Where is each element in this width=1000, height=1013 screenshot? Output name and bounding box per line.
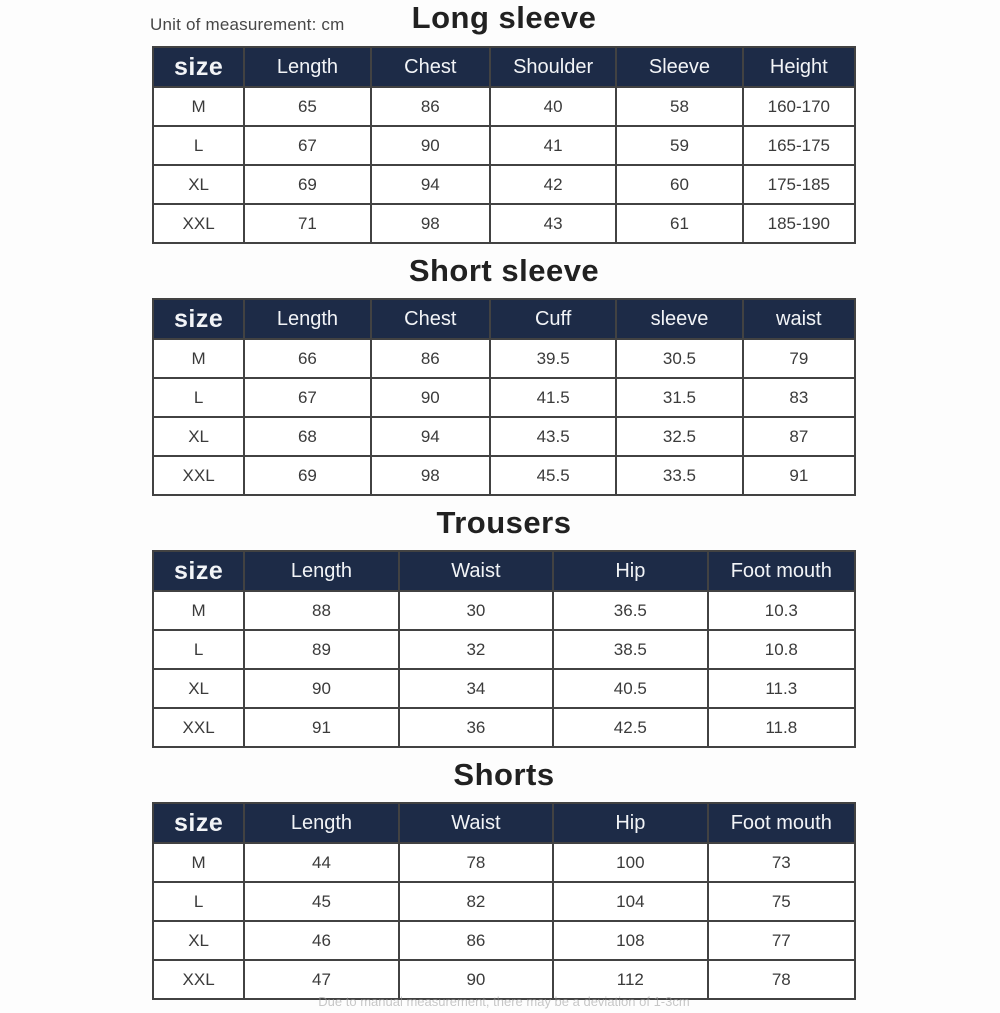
measurement-cell: 11.3 xyxy=(708,669,855,708)
table-row-l xyxy=(153,378,855,417)
measurement-cell: 112 xyxy=(553,960,707,999)
measurement-cell: 69 xyxy=(244,456,370,495)
measurement-cell: 185-190 xyxy=(743,204,855,243)
column-header-foot-mouth: Foot mouth xyxy=(708,803,855,843)
measurement-cell: 40.5 xyxy=(553,669,707,708)
size-label-cell: M xyxy=(153,87,244,126)
table-header-row xyxy=(153,803,855,843)
unit-of-measurement-note: Unit of measurement: cm xyxy=(150,15,345,34)
size-label-cell: XXL xyxy=(153,204,244,243)
measurement-cell: 108 xyxy=(553,921,707,960)
column-header-length: Length xyxy=(244,47,370,87)
column-header-chest: Chest xyxy=(371,299,490,339)
measurement-cell: 77 xyxy=(708,921,855,960)
column-header-hip: Hip xyxy=(553,803,707,843)
size-label-cell: M xyxy=(153,339,244,378)
size-label-cell: L xyxy=(153,126,244,165)
measurement-cell: 36.5 xyxy=(553,591,707,630)
measurement-cell: 58 xyxy=(616,87,742,126)
measurement-cell: 104 xyxy=(553,882,707,921)
table-row-l xyxy=(153,126,855,165)
measurement-cell: 86 xyxy=(371,87,490,126)
measurement-cell: 160-170 xyxy=(743,87,855,126)
title-band xyxy=(152,748,856,802)
size-chart-content xyxy=(152,0,856,1000)
measurement-cell: 98 xyxy=(371,204,490,243)
measurement-cell: 36 xyxy=(399,708,553,747)
measurement-cell: 44 xyxy=(244,843,398,882)
measurement-cell: 78 xyxy=(708,960,855,999)
measurement-cell: 40 xyxy=(490,87,616,126)
table-row-xxl xyxy=(153,456,855,495)
section-title-trousers: Trousers xyxy=(436,505,572,540)
measurement-cell: 90 xyxy=(371,378,490,417)
column-header-length: Length xyxy=(244,803,398,843)
measurement-cell: 86 xyxy=(399,921,553,960)
measurement-cell: 87 xyxy=(743,417,855,456)
size-label-cell: XXL xyxy=(153,960,244,999)
measurement-cell: 73 xyxy=(708,843,855,882)
measurement-cell: 91 xyxy=(743,456,855,495)
measurement-cell: 65 xyxy=(244,87,370,126)
column-header-size: size xyxy=(153,47,244,87)
measurement-cell: 43 xyxy=(490,204,616,243)
section-title-short-sleeve: Short sleeve xyxy=(408,253,600,288)
title-band xyxy=(152,244,856,298)
measurement-cell: 41.5 xyxy=(490,378,616,417)
measurement-cell: 45 xyxy=(244,882,398,921)
measurement-cell: 67 xyxy=(244,378,370,417)
size-label-cell: L xyxy=(153,378,244,417)
column-header-size: size xyxy=(153,551,244,591)
size-label-cell: M xyxy=(153,591,244,630)
measurement-cell: 60 xyxy=(616,165,742,204)
measurement-cell: 42 xyxy=(490,165,616,204)
column-header-size: size xyxy=(153,803,244,843)
measurement-cell: 42.5 xyxy=(553,708,707,747)
size-label-cell: XL xyxy=(153,165,244,204)
column-header-length: Length xyxy=(244,299,370,339)
measurement-cell: 90 xyxy=(399,960,553,999)
measurement-cell: 68 xyxy=(244,417,370,456)
measurement-cell: 86 xyxy=(371,339,490,378)
size-label-cell: XL xyxy=(153,921,244,960)
size-label-cell: L xyxy=(153,630,244,669)
table-row-m xyxy=(153,339,855,378)
measurement-cell: 32 xyxy=(399,630,553,669)
measurement-cell: 30 xyxy=(399,591,553,630)
size-label-cell: XL xyxy=(153,669,244,708)
measurement-cell: 46 xyxy=(244,921,398,960)
table-row-m xyxy=(153,87,855,126)
measurement-cell: 39.5 xyxy=(490,339,616,378)
measurement-cell: 30.5 xyxy=(616,339,742,378)
clipped-footnote-text: Due to manual measurement, there may be a deviation of 1-3cm xyxy=(318,994,690,1009)
measurement-cell: 61 xyxy=(616,204,742,243)
column-header-shoulder: Shoulder xyxy=(490,47,616,87)
table-row-m xyxy=(153,843,855,882)
section-title-shorts: Shorts xyxy=(453,757,555,792)
size-table-trousers xyxy=(152,550,856,748)
table-row-m xyxy=(153,591,855,630)
measurement-cell: 38.5 xyxy=(553,630,707,669)
measurement-cell: 69 xyxy=(244,165,370,204)
column-header-hip: Hip xyxy=(553,551,707,591)
column-header-chest: Chest xyxy=(371,47,490,87)
measurement-cell: 75 xyxy=(708,882,855,921)
measurement-cell: 31.5 xyxy=(616,378,742,417)
size-label-cell: XXL xyxy=(153,708,244,747)
column-header-length: Length xyxy=(244,551,398,591)
size-label-cell: M xyxy=(153,843,244,882)
top-header-block xyxy=(152,0,856,46)
column-header-height: Height xyxy=(743,47,855,87)
measurement-cell: 33.5 xyxy=(616,456,742,495)
measurement-cell: 34 xyxy=(399,669,553,708)
column-header-foot-mouth: Foot mouth xyxy=(708,551,855,591)
column-header-size: size xyxy=(153,299,244,339)
measurement-cell: 47 xyxy=(244,960,398,999)
tables-root xyxy=(152,46,856,1000)
size-table-long-sleeve xyxy=(152,46,856,244)
table-row-xl xyxy=(153,417,855,456)
table-row-xl xyxy=(153,921,855,960)
measurement-cell: 41 xyxy=(490,126,616,165)
measurement-cell: 10.8 xyxy=(708,630,855,669)
table-row-xl xyxy=(153,669,855,708)
measurement-cell: 66 xyxy=(244,339,370,378)
measurement-cell: 78 xyxy=(399,843,553,882)
measurement-cell: 10.3 xyxy=(708,591,855,630)
measurement-cell: 79 xyxy=(743,339,855,378)
measurement-cell: 89 xyxy=(244,630,398,669)
measurement-cell: 11.8 xyxy=(708,708,855,747)
clipped-footnote xyxy=(152,991,856,1009)
measurement-cell: 88 xyxy=(244,591,398,630)
measurement-cell: 83 xyxy=(743,378,855,417)
measurement-cell: 67 xyxy=(244,126,370,165)
table-row-xxl xyxy=(153,708,855,747)
title-band xyxy=(152,496,856,550)
size-table-shorts xyxy=(152,802,856,1000)
measurement-cell: 94 xyxy=(371,165,490,204)
measurement-cell: 94 xyxy=(371,417,490,456)
table-header-row xyxy=(153,47,855,87)
table-header-row xyxy=(153,551,855,591)
measurement-cell: 59 xyxy=(616,126,742,165)
measurement-cell: 175-185 xyxy=(743,165,855,204)
column-header-waist: Waist xyxy=(399,803,553,843)
measurement-cell: 98 xyxy=(371,456,490,495)
column-header-sleeve: Sleeve xyxy=(616,47,742,87)
measurement-cell: 82 xyxy=(399,882,553,921)
table-row-xxl xyxy=(153,204,855,243)
measurement-cell: 90 xyxy=(371,126,490,165)
column-header-waist: waist xyxy=(743,299,855,339)
size-label-cell: XXL xyxy=(153,456,244,495)
size-label-cell: XL xyxy=(153,417,244,456)
measurement-cell: 45.5 xyxy=(490,456,616,495)
size-label-cell: L xyxy=(153,882,244,921)
section-title-long-sleeve: Long sleeve xyxy=(411,0,597,35)
measurement-cell: 43.5 xyxy=(490,417,616,456)
measurement-cell: 165-175 xyxy=(743,126,855,165)
measurement-cell: 91 xyxy=(244,708,398,747)
table-header-row xyxy=(153,299,855,339)
size-table-short-sleeve xyxy=(152,298,856,496)
column-header-sleeve: sleeve xyxy=(616,299,742,339)
table-row-l xyxy=(153,882,855,921)
column-header-cuff: Cuff xyxy=(490,299,616,339)
measurement-cell: 100 xyxy=(553,843,707,882)
table-row-l xyxy=(153,630,855,669)
table-row-xl xyxy=(153,165,855,204)
measurement-cell: 32.5 xyxy=(616,417,742,456)
column-header-waist: Waist xyxy=(399,551,553,591)
measurement-cell: 90 xyxy=(244,669,398,708)
measurement-cell: 71 xyxy=(244,204,370,243)
